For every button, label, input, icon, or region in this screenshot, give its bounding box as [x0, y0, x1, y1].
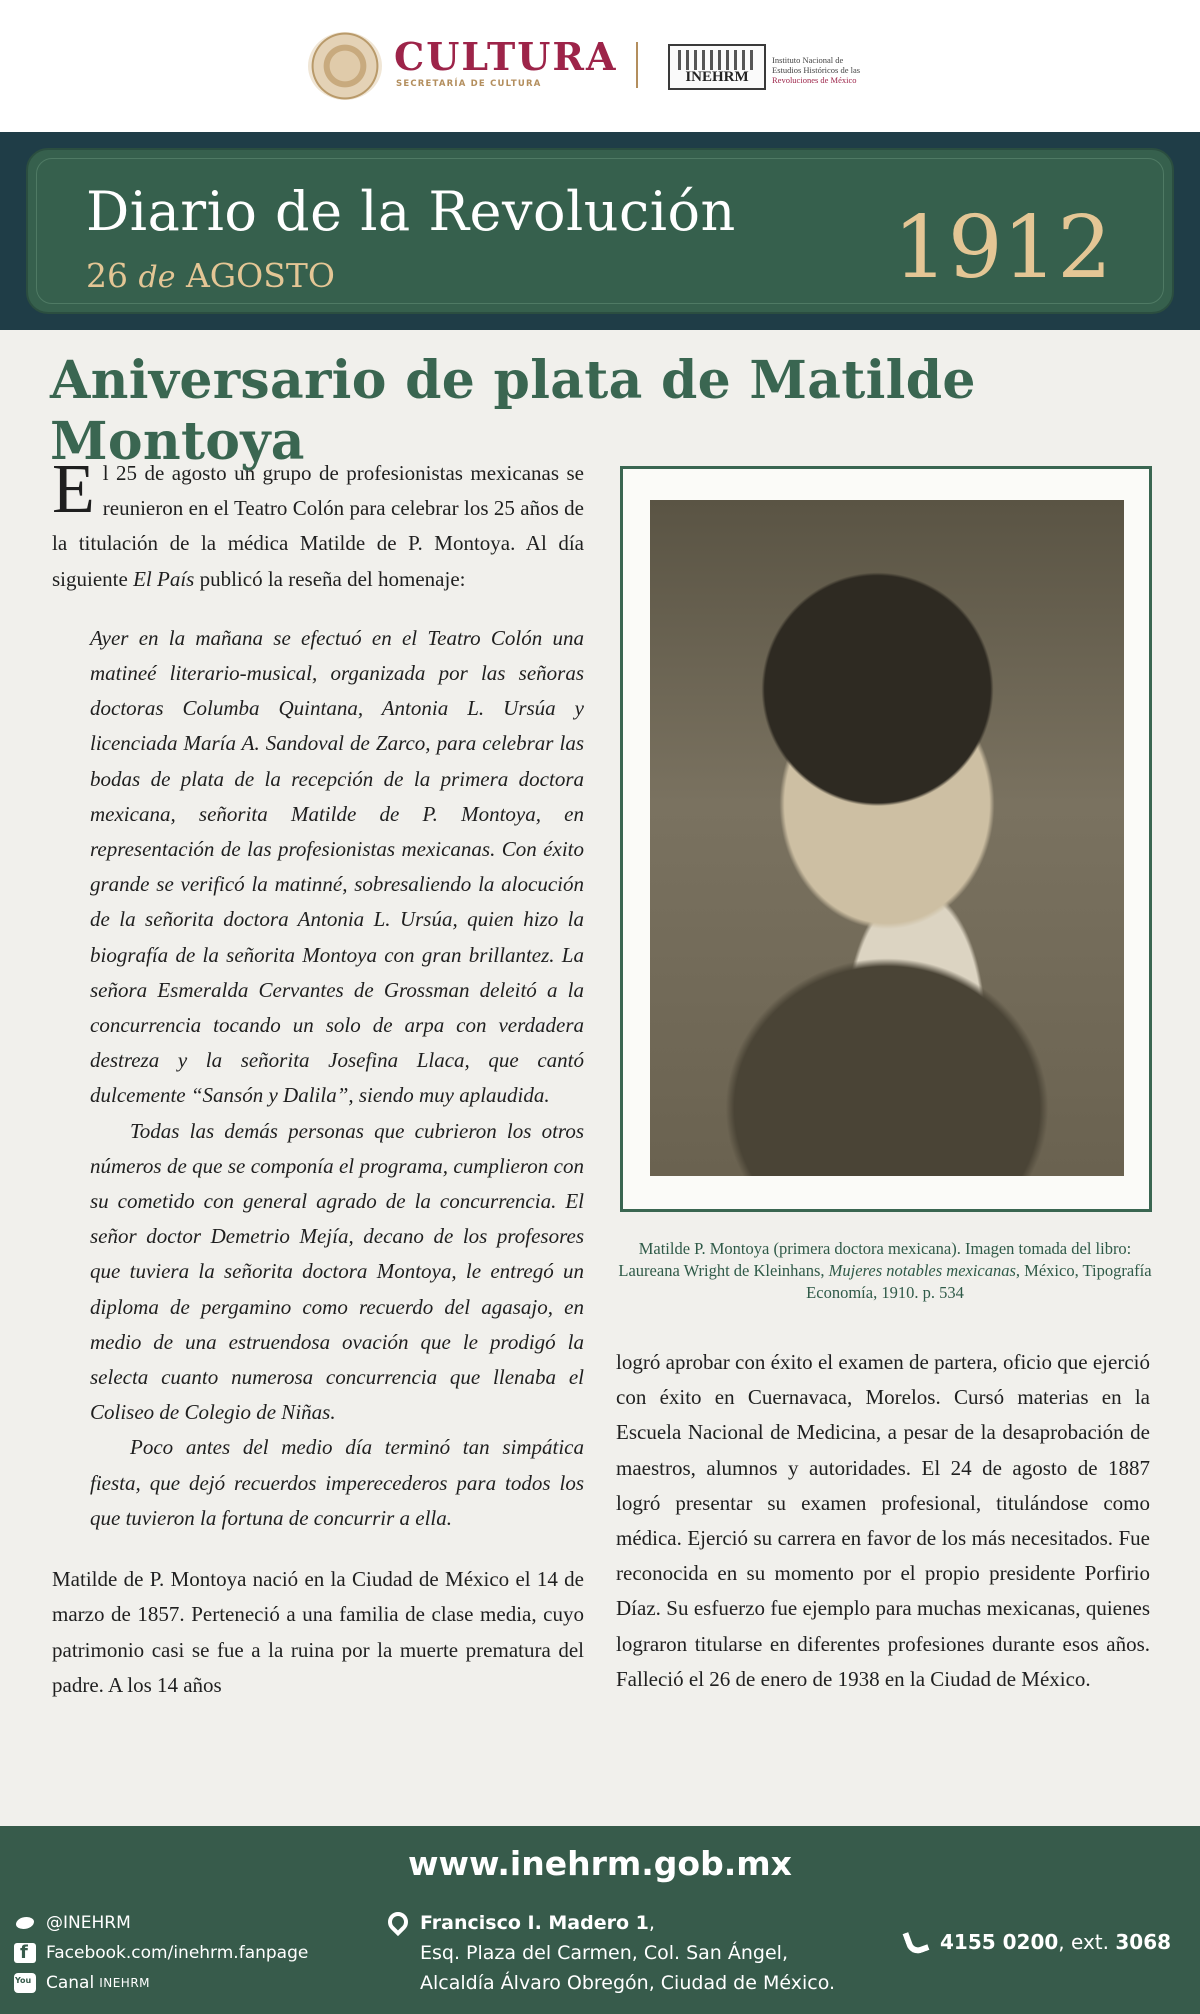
left-column	[52, 451, 584, 1703]
address-line-3: Alcaldía Álvaro Obregón, Ciudad de México.	[420, 1972, 836, 1994]
quote-paragraph: Poco antes del medio día terminó tan simpática fiesta, que dejó recuerdos imperecederos para todos los que tuvieron la fortuna de concurrir a ella.	[90, 1435, 584, 1530]
drop-cap: E	[52, 451, 95, 528]
inehrm-full-name	[772, 55, 912, 85]
date-month: AGOSTO	[185, 256, 335, 295]
newspaper-quote	[90, 621, 584, 1536]
twitter-icon	[14, 1913, 36, 1933]
location-pin-icon	[384, 1908, 412, 1936]
address-block	[388, 1908, 848, 1998]
phone-ext-label: , ext.	[1058, 1930, 1109, 1954]
phone-extension: 3068	[1115, 1930, 1172, 1954]
portrait-photo	[650, 500, 1124, 1176]
address-street	[420, 1908, 848, 1938]
address-street-name: Francisco I. Madero 1	[420, 1912, 649, 1934]
biography-paragraph: Matilde de P. Montoya nació en la Ciudad de México el 14 de marzo de 1857. Perteneció a una familia de clase media, cuyo patrimonio casi se fue a la ruina por la muerte prematura del padre. A los 14 años	[52, 1567, 584, 1697]
intro-paragraph	[52, 451, 584, 597]
biography-continued: logró aprobar con éxito el examen de partera, oficio que ejerció con éxito en Cuernavaca, Morelos. Cursó materias en la Escuela Nacional de Medicina, a pesar de la desaprobación de maestros, alumnos y autoridades. El 24 de agosto de 1887 logró presentar su examen profesional, titulándose como médica. Ejerció su carrera en favor de los más necesitados. Fue reconocida en su momento por el propio presidente Porfirio Díaz. Su esfuerzo fue ejemplo para muchas mexicanas, quienes lograron titularse en diferentes profesiones durante esos años. Falleció el 26 de enero de 1938 en la Ciudad de México.	[616, 1350, 1150, 1691]
page-title: Diario de la Revolución	[86, 180, 736, 243]
date-de: de	[138, 260, 176, 295]
facebook-page: Facebook.com/inehrm.fanpage	[46, 1943, 309, 1963]
cultura-logo: CULTURA	[394, 34, 618, 79]
photo-caption	[612, 1238, 1158, 1304]
caption-book-title: Mujeres notables mexicanas	[828, 1261, 1016, 1280]
intro-text-end: publicó la reseña del homenaje:	[194, 566, 466, 591]
title-plaque	[26, 148, 1174, 314]
quote-paragraph: Ayer en la mañana se efectuó en el Teatro Colón una matineé literario-musical, organizada por las señoras doctoras Columba Quintana, Antonia L. Ursúa y licenciada María A. Sandoval de Zarco, para celebrar las bodas de plata de la recepción de la primera doctora mexicana, señorita Matilde de P. Montoya, en representación de las profesionistas mexicanas. Con éxito grande se verificó la matinné, sobresaliendo la alocución de la señorita doctora Antonia L. Ursúa, quien hizo la biografía de la señorita Montoya con gran brillantez. La señora Esmeralda Cervantes de Grossman deleitó a la concurrencia tocando un solo de arpa con verdadera destreza y la señorita Josefina Llaca, que cantó dulcemente “Sansón y Dalila”, siendo muy aplaudida.	[90, 625, 584, 1108]
date-line	[86, 256, 335, 295]
portrait-frame	[620, 466, 1152, 1212]
phone-number[interactable]	[940, 1930, 1171, 1954]
youtube-canal: Canal	[46, 1973, 95, 1993]
header-band	[0, 132, 1200, 330]
inehrm-name-line: Estudios Históricos de las	[772, 65, 861, 75]
phone-icon	[902, 1927, 929, 1956]
inehrm-name-line: Revoluciones de México	[772, 75, 857, 85]
phone-main: 4155 0200	[940, 1930, 1059, 1954]
address-line-2: Esq. Plaza del Carmen, Col. San Ángel,	[420, 1942, 788, 1964]
year: 1912	[893, 198, 1112, 298]
logo-divider	[636, 42, 638, 88]
columns-icon	[678, 50, 756, 70]
youtube-link[interactable]	[14, 1968, 354, 1998]
footer	[0, 1826, 1200, 2014]
facebook-link[interactable]	[14, 1938, 354, 1968]
logo-bar	[0, 0, 1200, 132]
cultura-subtitle: SECRETARÍA DE CULTURA	[396, 79, 542, 89]
twitter-handle: @INEHRM	[46, 1913, 131, 1933]
mexico-seal-icon	[308, 32, 382, 100]
social-links	[14, 1908, 354, 1998]
youtube-channel-name: INEHRM	[99, 1976, 151, 1990]
date-day: 26	[86, 256, 128, 295]
caption-text-end: , México, Tipografía Economía, 1910. p. 534	[806, 1261, 1152, 1302]
newspaper-name: El País	[133, 566, 195, 591]
quote-paragraph: Todas las demás personas que cubrieron los otros números de que se componía el programa, cumplieron con su cometido con general agrado de la concurrencia. El señor doctor Demetrio Mejía, decano de los profesores que tuviera la señorita doctora Montoya, le entregó un diploma de pergamino como recuerdo del agasajo, en medio de una estruendosa ovación que le prodigó la selecta cuanto numerosa concurrencia que llenaba el Coliseo de Colegio de Niñas.	[90, 1118, 584, 1425]
inehrm-logo-text: INEHRM	[685, 69, 749, 85]
facebook-icon	[14, 1943, 36, 1963]
phone-block	[906, 1930, 1171, 1954]
address-lines	[420, 1908, 848, 1998]
article-title: Aniversario de plata de Matilde Montoya	[50, 350, 976, 472]
inehrm-name-line: Instituto Nacional de	[772, 55, 844, 65]
inehrm-logo	[668, 44, 766, 90]
website-link[interactable]: www.inehrm.gob.mx	[408, 1844, 792, 1883]
twitter-link[interactable]	[14, 1908, 354, 1938]
youtube-icon	[14, 1973, 36, 1993]
right-column	[616, 1345, 1150, 1697]
intro-text: l 25 de agosto un grupo de profesionistas mexicanas se reunieron en el Teatro Colón para celebrar los 25 años de la titulación de la médica Matilde de P. Montoya. Al día siguiente	[52, 461, 584, 591]
address-comma: ,	[648, 1912, 655, 1934]
caption-text: Matilde P. Montoya (primera doctora mexicana). Imagen tomada del libro: Laureana Wright de Kleinhans,	[618, 1239, 1132, 1280]
